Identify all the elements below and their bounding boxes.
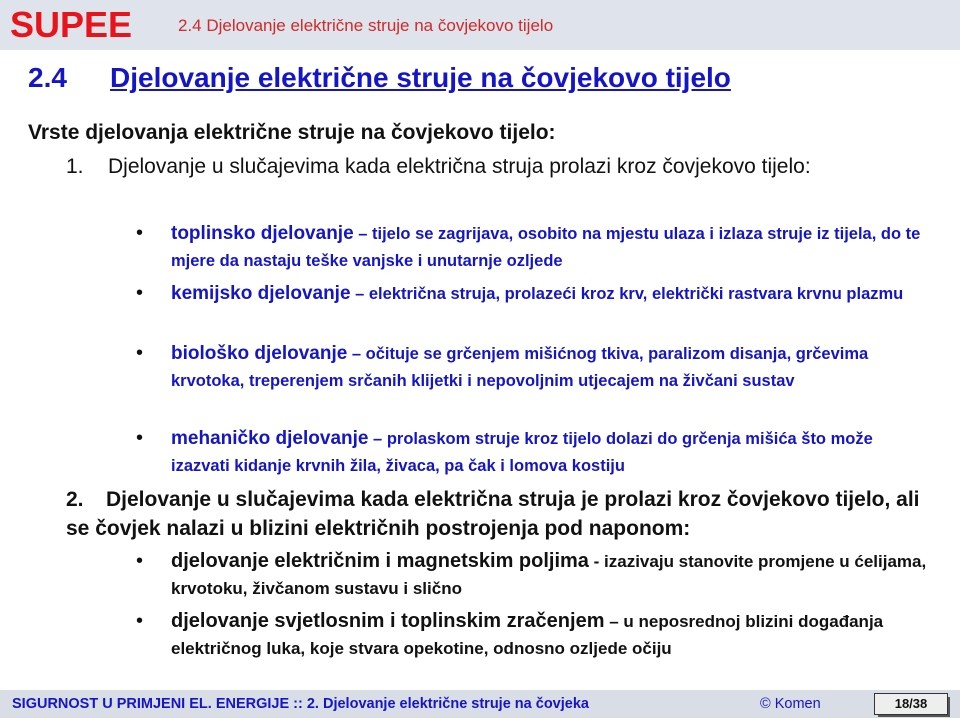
bullet-term: kemijsko djelovanje <box>171 283 351 304</box>
item-2-text: Djelovanje u slučajevima kada električna struja je prolazi kroz čovjekovo tijelo, ali se čovjek nalazi u blizini električnih postrojenja pod naponom: <box>66 488 920 540</box>
page-number: 18/38 <box>874 693 948 715</box>
item-1-number: 1. <box>66 155 84 178</box>
page-title <box>28 60 731 96</box>
bullet-desc: – tijelo se zagrijava, osobito na mjestu ulaza i izlaza struje iz tijela, do te mjere da nastaju teške vanjske i unutarnje ozljede <box>171 225 921 270</box>
bullet-desc: – prolaskom struje kroz tijelo dolazi do grčenja mišića što može izazvati kidanje krvnih žila, živaca, pa čak i lomova kostiju <box>171 430 873 475</box>
bullet-desc: – električna struja, prolazeći kroz krv, električki rastvara krvnu plazmu <box>350 285 904 303</box>
bullet-icon: • <box>136 222 144 244</box>
header-bar <box>0 0 960 50</box>
title-text: Djelovanje električne struje na čovjekovo tijelo <box>110 62 731 93</box>
bullet-term: toplinsko djelovanje <box>171 223 354 244</box>
bullet-term: djelovanje električnim i magnetskim poljima <box>171 550 589 572</box>
brand-logo: SUPEE <box>10 4 133 45</box>
bullet-term: mehaničko djelovanje <box>171 428 369 449</box>
bullet-desc: – u neposrednoj blizini događanja električnog luka, koje stvara opekotine, odnosno ozljede očiju <box>171 612 884 658</box>
item-2-number: 2. <box>66 488 84 511</box>
list-item-2 <box>66 485 946 543</box>
bullet-icon: • <box>136 610 144 632</box>
bullet-term: biološko djelovanje <box>171 343 348 364</box>
bullet-icon: • <box>136 282 144 304</box>
bullet-desc: - izazivaju stanovite promjene u ćelijama, krvotoku, živčanom sustavu i slično <box>171 552 927 598</box>
subheading: Vrste djelovanja električne struje na čovjekovo tijelo: <box>28 121 556 144</box>
bullet-icon: • <box>136 342 144 364</box>
footer-bar <box>0 690 960 718</box>
header-subtitle: 2.4 Djelovanje električne struje na čovjekovo tijelo <box>178 16 554 35</box>
bullet-icon: • <box>136 427 144 449</box>
bullet-term: djelovanje svjetlosnim i toplinskim zračenjem <box>171 610 605 632</box>
bullet-icon: • <box>136 550 144 572</box>
item-1-text: Djelovanje u slučajevima kada električna struja prolazi kroz čovjekovo tijelo: <box>108 155 811 178</box>
title-number: 2.4 <box>28 62 67 93</box>
footer-copyright: © Komen <box>760 696 821 712</box>
list-item-1 <box>66 153 936 181</box>
footer-course-title: SIGURNOST U PRIMJENI EL. ENERGIJE :: 2. Djelovanje električne struje na čovjeka <box>12 696 589 712</box>
bullet-desc: – očituje se grčenjem mišićnog tkiva, paralizom disanja, grčevima krvotoka, treperenjem srčanih klijetki i nepovoljnim utjecajem na živčani sustav <box>171 345 869 390</box>
